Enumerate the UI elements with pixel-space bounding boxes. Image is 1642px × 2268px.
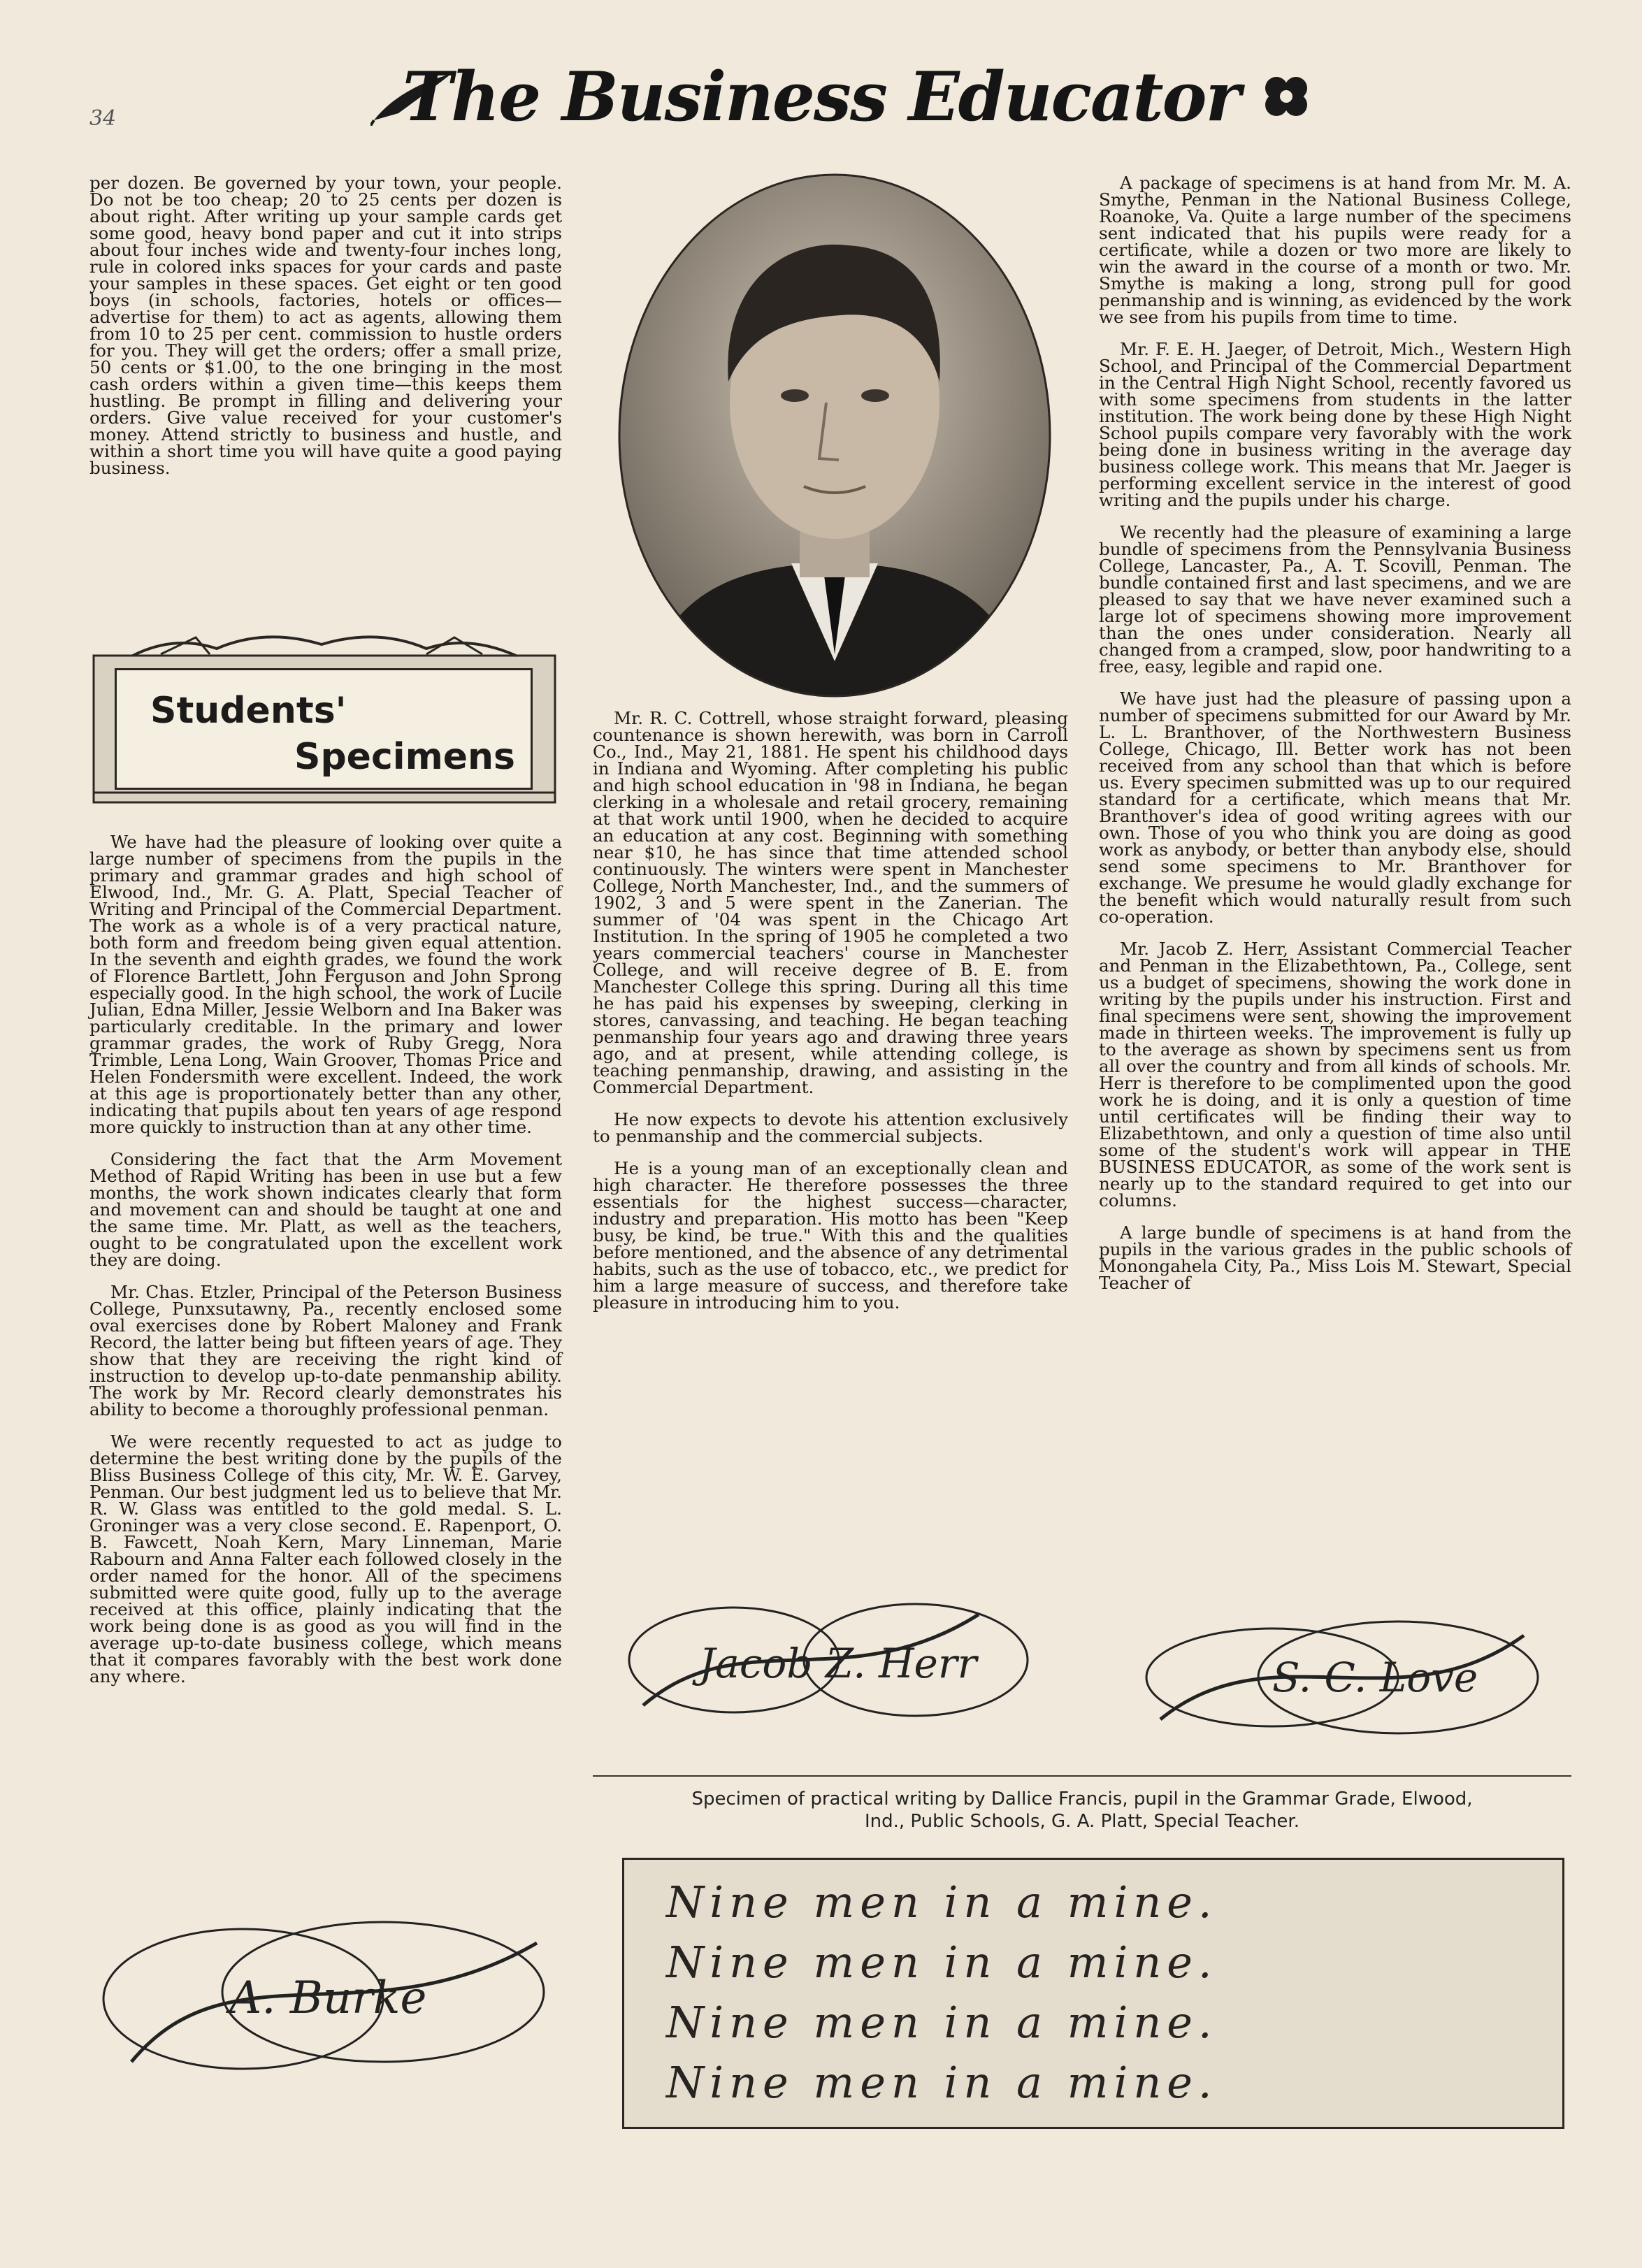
signature-jacob-herr <box>615 1594 1049 1733</box>
banner-title-line-1: Students' <box>150 690 347 732</box>
paragraph: He is a young man of an exceptionally clean and high character. He therefore possesses the three essentials for the highest success—character, industry and preparation. His motto has been "Keep busy, be kind, be true." With this and the qualities before mentioned, and the absence of any detrimental habits, such as the use of tobacco, etc., we predict for him a large measure of success, and therefore take pleasure in introducing him to you. <box>593 1158 1068 1313</box>
specimen-line: Nine men in a mine. <box>666 1997 1218 2048</box>
masthead <box>0 55 1642 138</box>
paragraph: A large bundle of specimens is at hand from the pupils in the various grades in the public schools of Monongahela City, Pa., Miss Lois M. Stewart, Special Teacher of <box>1099 1222 1571 1293</box>
signature-text: A. Burke <box>229 1972 427 2024</box>
handwriting-specimen <box>622 1858 1564 2129</box>
paragraph: Mr. Jacob Z. Herr, Assistant Commercial Teacher and Penman in the Elizabethtown, Pa., College, sent us a budget of specimens, showing the work done in writing by the pupils under his instruction. First and final specimens were sent, showing the improvement made in thirteen weeks. The improvement is fully up to the average as shown by specimens sent us from all over the country and from all kinds of schools. Mr. Herr is therefore to be complimented upon the good work he is doing, and it is only a question of time until certificates will be finding their way to Elizabethtown, and only a question of time also until some of the student's work will appear in THE BUSINESS EDUCATOR, as some of the work sent is nearly up to the standard required to get into our columns. <box>1099 939 1571 1211</box>
signature-text: Jacob Z. Herr <box>699 1640 977 1687</box>
paragraph: We have just had the pleasure of passing upon a number of specimens submitted for our Award by Mr. L. L. Branthover, of the Northwestern Business College, Chicago, Ill. Better work has not been received from any school than that which is before us. Every specimen submitted was up to our required standard for a certificate, which means that Mr. Branthover's idea of good writing agrees with our own. Those of you who think you are doing as good work as anybody, or better than anybody else, should send some specimens to Mr. Branthover for exchange. We presume he would gladly exchange for the benefit which would naturally result from such co-operation. <box>1099 688 1571 927</box>
paragraph: Considering the fact that the Arm Movement Method of Rapid Writing has been in use but a few months, the work shown indicates clearly that form and movement can and should be taught at one and the same time. Mr. Platt, as well as the teachers, ought to be congratulated upon the excellent work they are doing. <box>89 1149 562 1270</box>
specimen-caption <box>593 1788 1571 1833</box>
column-1-bottom <box>89 834 562 1700</box>
paragraph: Mr. Chas. Etzler, Principal of the Peterson Business College, Punxsutawny, Pa., recently enclosed some oval exercises done by Robert Maloney and Frank Record, the latter being but fifteen years of age. They show that they are receiving the right kind of instruction to develop up-to-date penmanship ability. The work by Mr. Record clearly demonstrates his ability to become a thoroughly professional penman. <box>89 1282 562 1420</box>
masthead-title: The Business Educator <box>402 57 1240 136</box>
paragraph: We have had the pleasure of looking over quite a large number of specimens from the pupils in the primary and grammar grades and high school of Elwood, Ind., Mr. G. A. Platt, Special Teacher of Writing and Principal of the Commercial Department. The work as a whole is of a very practical nature, both form and freedom being given equal attention. In the seventh and eighth grades, we found the work of Florence Bartlett, John Ferguson and John Sprong especially good. In the high school, the work of Lucile Julian, Edna Miller, Jessie Welborn and Ina Baker was particularly creditable. In the primary and lower grammar grades, the work of Ruby Gregg, Nora Trimble, Lena Long, Wain Groover, Thomas Price and Helen Fondersmith were excellent. Indeed, the work at this age is proportionately better than any other, indicating that pupils about ten years of age respond more quickly to instruction than at any other time. <box>89 832 562 1137</box>
caption-line-1: Specimen of practical writing by Dallice Francis, pupil in the Grammar Grade, Elwood, <box>691 1789 1473 1810</box>
specimen-line: Nine men in a mine. <box>666 2057 1218 2108</box>
paragraph: A package of specimens is at hand from Mr. M. A. Smythe, Penman in the National Business College, Roanoke, Va. Quite a large number of the specimens sent indicated that his pupils were ready for a certificate, while a dozen or two more are likely to win the award in the course of a month or two. Mr. Smythe is making a long, strong pull for good penmanship and is winning, as evidenced by the work we see from his pupils from time to time. <box>1099 173 1571 327</box>
clover-ornament-icon <box>1258 68 1314 124</box>
banner-frame <box>115 668 533 790</box>
specimen-line: Nine men in a mine. <box>666 1877 1218 1928</box>
paragraph: We recently had the pleasure of examining a large bundle of specimens from the Pennsylvania Business College, Lancaster, Pa., A. T. Scovill, Penman. The bundle contained first and last specimens, and we are pleased to say that we have never examined such a large lot of specimens showing more improvement than the ones under consideration. Nearly all changed from a cramped, slow, poor handwriting to a free, easy, legible and rapid one. <box>1099 522 1571 677</box>
signature-sc-love <box>1132 1608 1566 1747</box>
column-3 <box>1099 175 1571 1307</box>
caption-line-2: Ind., Public Schools, G. A. Platt, Special Teacher. <box>864 1811 1299 1832</box>
paragraph: Mr. R. C. Cottrell, whose straight forward, pleasing countenance is shown herewith, was born in Carroll Co., Ind., May 21, 1881. He spent his childhood days in Indiana and Wyoming. After completing his public and high school education in '98 in Indiana, he began clerking in a wholesale and retail grocery, remaining at that work until 1900, when he decided to acquire an education at any cost. Beginning with something near $10, he has since that time attended school continuously. The winters were spent in Manchester College, North Manchester, Ind., and the summers of 1902, 3 and 5 were spent in the Zanerian. The summer of '04 was spent in the Chicago Art Institution. In the spring of 1905 he completed a two years commercial teachers' course in Manchester College, and will receive degree of B. E. from Manchester College this spring. During all this time he has paid his expenses by sweeping, clerking in stores, canvassing, and teaching. He began teaching penmanship four years ago and drawing three years ago, and at present, while attending college, is teaching penmanship, drawing, and assisting in the Commercial Department. <box>593 708 1068 1097</box>
section-banner <box>91 628 558 809</box>
paragraph: We were recently requested to act as judge to determine the best writing done by the pupils of the Bliss Business College of this city, Mr. W. E. Garvey, Penman. Our best judgment led us to believe that Mr. R. W. Glass was entitled to the gold medal. S. L. Groninger was a very close second. E. Rapenport, O. B. Fawcett, Noah Kern, Mary Linneman, Marie Rabourn and Anna Falter each followed closely in the order named for the honor. All of the specimens submitted were quite good, fully up to the average received at this office, plainly indicating that the work being done is as good as you will find in the average up-to-date business college, which means that it compares favorably with the best work done any where. <box>89 1431 562 1686</box>
paragraph: He now expects to devote his attention exclusively to penmanship and the commercial subjects. <box>593 1109 1068 1146</box>
paragraph: per dozen. Be governed by your town, your people. Do not be too cheap; 20 to 25 cents per dozen is about right. After writing up your sample cards get some good, heavy bond paper and cut it into strips about four inches wide and twenty-four inches long, rule in colored inks spaces for your cards and paste your samples in these spaces. Get eight or ten good boys (in schools, factories, hotels or offices—advertise for them) to act as agents, allowing them from 10 to 25 per cent. commission to hustle orders for you. They will get the orders; offer a small prize, 50 cents or $1.00, to the one bringing in the most cash orders within a given time—this keeps them hustling. Be prompt in filling and delivering your orders. Give value received for your customer's money. Attend strictly to business and hustle, and within a short time you will have quite a good paying business. <box>89 173 562 478</box>
signature-text: S. C. Love <box>1272 1654 1478 1701</box>
column-1-top <box>89 175 562 492</box>
caption-divider <box>593 1775 1571 1777</box>
portrait-photo <box>617 172 1053 699</box>
specimen-line: Nine men in a mine. <box>666 1937 1218 1988</box>
banner-title-line-2: Specimens <box>294 736 516 778</box>
column-2 <box>593 710 1068 1327</box>
signature-a-burke <box>89 1901 579 2083</box>
page-number: 34 <box>89 106 117 131</box>
paragraph: Mr. F. E. H. Jaeger, of Detroit, Mich., Western High School, and Principal of the Commercial Department in the Central High Night School, recently favored us with some specimens from students in the latter institution. The work being done by these High Night School pupils compare very favorably with the work being done in business writing in the average day business college work. This means that Mr. Jaeger is performing excellent service in the interest of good writing and the pupils under his charge. <box>1099 339 1571 510</box>
